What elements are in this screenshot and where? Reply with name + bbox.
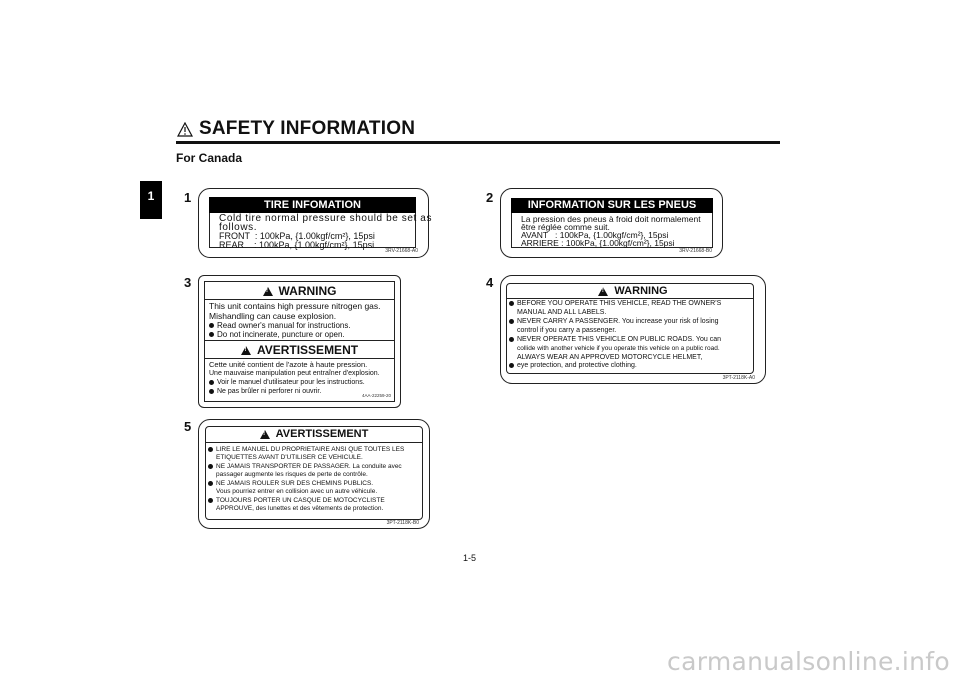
list-item [209, 379, 365, 386]
label-part-code: 4AA-22259-20 [361, 393, 391, 398]
header-rule [176, 141, 780, 144]
bullet-icon [209, 332, 214, 337]
label-line: Read owner's manual for instructions. [217, 321, 351, 330]
bullet-icon [209, 389, 214, 394]
warning-heading [199, 343, 400, 357]
label-heading: TIRE INFOMATION [209, 197, 416, 213]
list-item [509, 318, 719, 325]
bullet-icon [209, 380, 214, 385]
warning-heading [501, 285, 765, 297]
label-line: Mishandling can cause explosion. [209, 311, 337, 321]
label-line: This unit contains high pressure nitrogen gas. [209, 301, 381, 311]
list-item [209, 388, 321, 395]
label-number: 5 [184, 419, 192, 434]
list-item [208, 463, 402, 470]
list-item [208, 480, 373, 487]
page-title-text: SAFETY INFORMATION [199, 118, 416, 139]
label-line: NEVER CARRY A PASSENGER. You increase your risk of losing [517, 318, 719, 325]
label-line: Cold tire normal pressure should be set as [219, 213, 433, 224]
operation-warning-label-en [500, 275, 766, 384]
warning-triangle-filled-icon [598, 287, 608, 296]
label-number: 4 [486, 275, 494, 290]
bullet-icon [208, 447, 213, 452]
warning-heading-text: AVERTISSEMENT [275, 428, 369, 440]
label-line: REAR : 100kPa, {1.00kgf/cm²}, 15psi [219, 240, 375, 250]
warning-heading [199, 284, 400, 298]
warning-heading-text: AVERTISSEMENT [256, 343, 359, 357]
bullet-icon [208, 481, 213, 486]
label-line: Cette unité contient de l'azote à haute pression. [209, 360, 368, 369]
label-number: 1 [184, 190, 192, 205]
list-item [208, 446, 404, 453]
label-part-code: 3RV-21668-A0 [385, 248, 418, 254]
list-item [209, 321, 351, 330]
label-line: NE JAMAIS ROULER SUR DES CHEMINS PUBLICS. [216, 480, 374, 487]
label-line: La pression des pneus à froid doit normalement [521, 214, 701, 224]
label-part-code: 3RV-21668-B0 [679, 248, 712, 254]
label-line: eye protection, and protective clothing. [517, 362, 637, 369]
operation-warning-label-fr [198, 419, 430, 529]
label-line: ARRIERE : 100kPa, {1.00kgf/cm²}, 15psi [521, 238, 675, 248]
label-part-code: 3PT-2118K-A0 [722, 375, 755, 381]
warning-heading-text: WARNING [614, 285, 668, 297]
label-line: ALWAYS WEAR AN APPROVED MOTORCYCLE HELMET, [517, 354, 703, 361]
label-line: ETIQUETTES AVANT D'UTILISER CE VEHICULE. [216, 454, 363, 461]
label-line: passager augmente les risques de perte de contrôle. [216, 471, 368, 478]
chapter-tab[interactable] [140, 181, 162, 219]
label-part-code: 3PT-2118K-B0 [386, 520, 419, 526]
label-line: AVANT : 100kPa, {1.00kgf/cm²}, 15psi [521, 230, 669, 240]
bullet-icon [208, 464, 213, 469]
tire-info-label-en [198, 188, 433, 258]
bullet-icon [509, 363, 514, 368]
label-line: Une mauvaise manipulation peut entraîner d'explosion. [209, 370, 380, 377]
label-line: BEFORE YOU OPERATE THIS VEHICLE, READ THE OWNER'S [517, 300, 722, 307]
site-watermark: carmanualsonline.info [667, 647, 950, 676]
warning-triangle-outline-icon [177, 122, 193, 137]
bullet-icon [509, 337, 514, 342]
label-line: LIRE LE MANUEL DU PROPRIETAIRE ANSI QUE TOUTES LES [216, 446, 405, 453]
warning-heading-text: WARNING [278, 284, 337, 298]
label-line: Ne pas brûler ni perforer ni ouvrir. [217, 388, 322, 395]
bullet-icon [509, 301, 514, 306]
list-item [209, 330, 345, 339]
label-number: 3 [184, 275, 192, 290]
label-line: être réglée comme suit. [521, 222, 610, 232]
label-line: follows. [219, 222, 258, 233]
label-line: collide with another vehicle if you operate this vehicle on a public road. [517, 345, 720, 352]
warning-triangle-filled-icon [241, 346, 251, 355]
list-item [208, 497, 385, 504]
warning-heading [199, 428, 429, 440]
section-subtitle: For Canada [176, 151, 243, 165]
label-heading: INFORMATION SUR LES PNEUS [511, 198, 713, 213]
page-number: 1-5 [463, 553, 477, 563]
bullet-icon [209, 323, 214, 328]
list-item [509, 362, 637, 369]
warning-triangle-filled-icon [260, 430, 270, 439]
label-line: FRONT : 100kPa, {1.00kgf/cm²}, 15psi [219, 231, 375, 241]
label-line: APPROUVE, des lunettes et des vêtements de protection. [216, 505, 384, 512]
label-line: Vous pourriez entrer en collision avec un autre véhicule. [216, 488, 378, 495]
page-title [177, 118, 415, 140]
nitrogen-warning-label [198, 275, 401, 408]
bullet-icon [509, 319, 514, 324]
warning-triangle-filled-icon [263, 287, 273, 296]
label-number: 2 [486, 190, 494, 205]
label-line: TOUJOURS PORTER UN CASQUE DE MOTOCYCLISTE [216, 497, 385, 504]
label-line: Do not incinerate, puncture or open. [217, 330, 345, 339]
label-line: NE JAMAIS TRANSPORTER DE PASSAGER. La conduite avec [216, 463, 402, 470]
label-line: Voir le manuel d'utilisateur pour les instructions. [217, 379, 365, 386]
bullet-icon [208, 498, 213, 503]
list-item [509, 300, 721, 307]
chapter-tab-number: 1 [147, 189, 155, 203]
tire-info-label-fr [500, 188, 723, 258]
label-line: control if you carry a passenger. [517, 327, 617, 334]
label-line: NEVER OPERATE THIS VEHICLE ON PUBLIC ROADS. You can [517, 336, 721, 343]
list-item [509, 336, 721, 343]
label-line: MANUAL AND ALL LABELS. [517, 309, 607, 316]
